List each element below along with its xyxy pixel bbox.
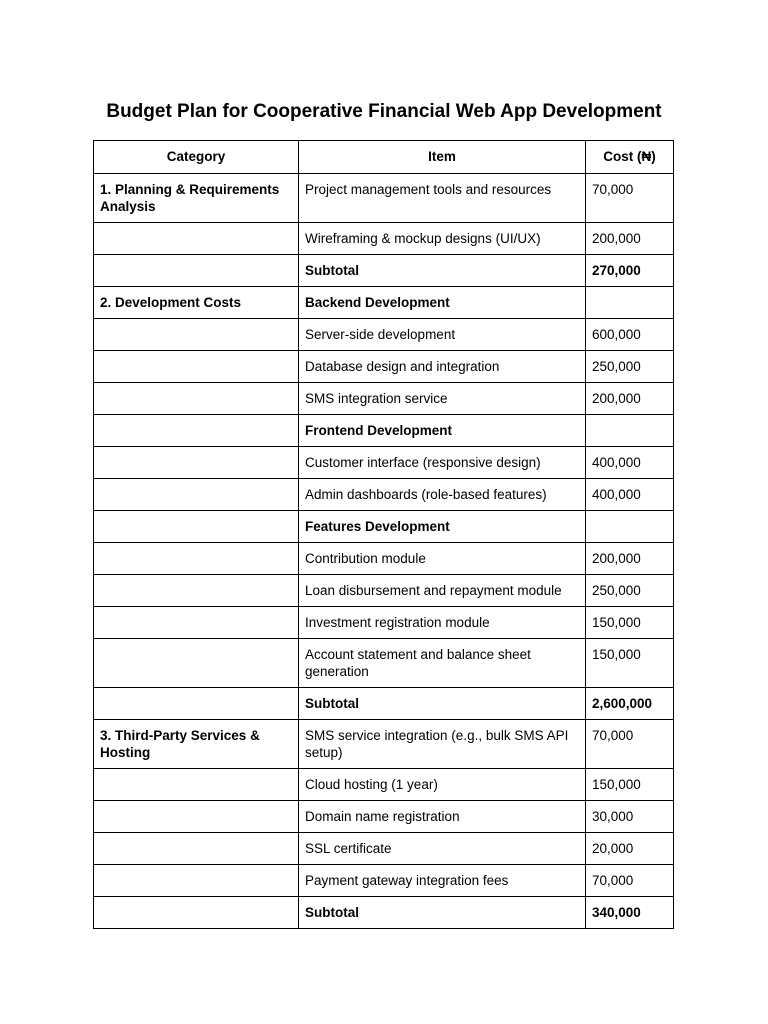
cost-cell: 270,000 (586, 255, 674, 287)
category-cell: 1. Planning & Requirements Analysis (94, 174, 299, 223)
cost-cell: 340,000 (586, 897, 674, 929)
subtotal-row (94, 897, 674, 929)
cost-cell: 250,000 (586, 351, 674, 383)
table-row (94, 479, 674, 511)
table-row (94, 383, 674, 415)
category-cell: 3. Third-Party Services & Hosting (94, 720, 299, 769)
cost-cell: 150,000 (586, 769, 674, 801)
category-cell (94, 511, 299, 543)
subtotal-row (94, 688, 674, 720)
item-cell: Features Development (299, 511, 586, 543)
budget-table-body (94, 174, 674, 929)
category-cell (94, 319, 299, 351)
table-row (94, 223, 674, 255)
cost-cell (586, 415, 674, 447)
cost-cell: 70,000 (586, 720, 674, 769)
table-row (94, 607, 674, 639)
category-cell (94, 383, 299, 415)
category-cell (94, 639, 299, 688)
cost-cell (586, 287, 674, 319)
category-cell (94, 543, 299, 575)
item-cell: Database design and integration (299, 351, 586, 383)
item-cell: Investment registration module (299, 607, 586, 639)
table-row (94, 351, 674, 383)
item-cell: Project management tools and resources (299, 174, 586, 223)
item-cell: SMS service integration (e.g., bulk SMS API setup) (299, 720, 586, 769)
category-cell (94, 833, 299, 865)
item-cell: Frontend Development (299, 415, 586, 447)
item-cell: Admin dashboards (role-based features) (299, 479, 586, 511)
cost-cell: 200,000 (586, 223, 674, 255)
table-row (94, 543, 674, 575)
table-row (94, 833, 674, 865)
section-header-row (94, 287, 674, 319)
cost-cell: 2,600,000 (586, 688, 674, 720)
table-row (94, 447, 674, 479)
cost-cell: 600,000 (586, 319, 674, 351)
category-cell (94, 801, 299, 833)
item-cell: Account statement and balance sheet generation (299, 639, 586, 688)
item-cell: Subtotal (299, 688, 586, 720)
section-header-row (94, 415, 674, 447)
subtotal-row (94, 255, 674, 287)
cost-cell: 70,000 (586, 174, 674, 223)
cost-cell: 150,000 (586, 607, 674, 639)
category-cell: 2. Development Costs (94, 287, 299, 319)
table-row (94, 575, 674, 607)
category-cell (94, 865, 299, 897)
table-row (94, 801, 674, 833)
item-cell: Loan disbursement and repayment module (299, 575, 586, 607)
category-cell (94, 447, 299, 479)
cost-cell: 150,000 (586, 639, 674, 688)
item-cell: Backend Development (299, 287, 586, 319)
table-row (94, 174, 674, 223)
cost-cell: 400,000 (586, 479, 674, 511)
item-cell: SSL certificate (299, 833, 586, 865)
category-cell (94, 575, 299, 607)
column-header-category: Category (94, 141, 299, 174)
cost-cell: 200,000 (586, 383, 674, 415)
column-header-item: Item (299, 141, 586, 174)
item-cell: Server-side development (299, 319, 586, 351)
budget-table (93, 140, 674, 929)
category-cell (94, 897, 299, 929)
table-row (94, 769, 674, 801)
table-row (94, 720, 674, 769)
table-row (94, 865, 674, 897)
table-header-row (94, 141, 674, 174)
category-cell (94, 415, 299, 447)
category-cell (94, 255, 299, 287)
table-row (94, 639, 674, 688)
item-cell: Payment gateway integration fees (299, 865, 586, 897)
cost-cell: 20,000 (586, 833, 674, 865)
item-cell: Subtotal (299, 897, 586, 929)
item-cell: Subtotal (299, 255, 586, 287)
cost-cell: 250,000 (586, 575, 674, 607)
category-cell (94, 688, 299, 720)
page-title: Budget Plan for Cooperative Financial Web App Development (106, 101, 662, 122)
item-cell: Domain name registration (299, 801, 586, 833)
item-cell: Cloud hosting (1 year) (299, 769, 586, 801)
cost-cell: 30,000 (586, 801, 674, 833)
section-header-row (94, 511, 674, 543)
item-cell: SMS integration service (299, 383, 586, 415)
column-header-cost: Cost (₦) (586, 141, 674, 174)
category-cell (94, 351, 299, 383)
category-cell (94, 769, 299, 801)
category-cell (94, 479, 299, 511)
cost-cell: 400,000 (586, 447, 674, 479)
item-cell: Customer interface (responsive design) (299, 447, 586, 479)
cost-cell: 200,000 (586, 543, 674, 575)
item-cell: Wireframing & mockup designs (UI/UX) (299, 223, 586, 255)
cost-cell: 70,000 (586, 865, 674, 897)
category-cell (94, 607, 299, 639)
category-cell (94, 223, 299, 255)
table-row (94, 319, 674, 351)
cost-cell (586, 511, 674, 543)
item-cell: Contribution module (299, 543, 586, 575)
